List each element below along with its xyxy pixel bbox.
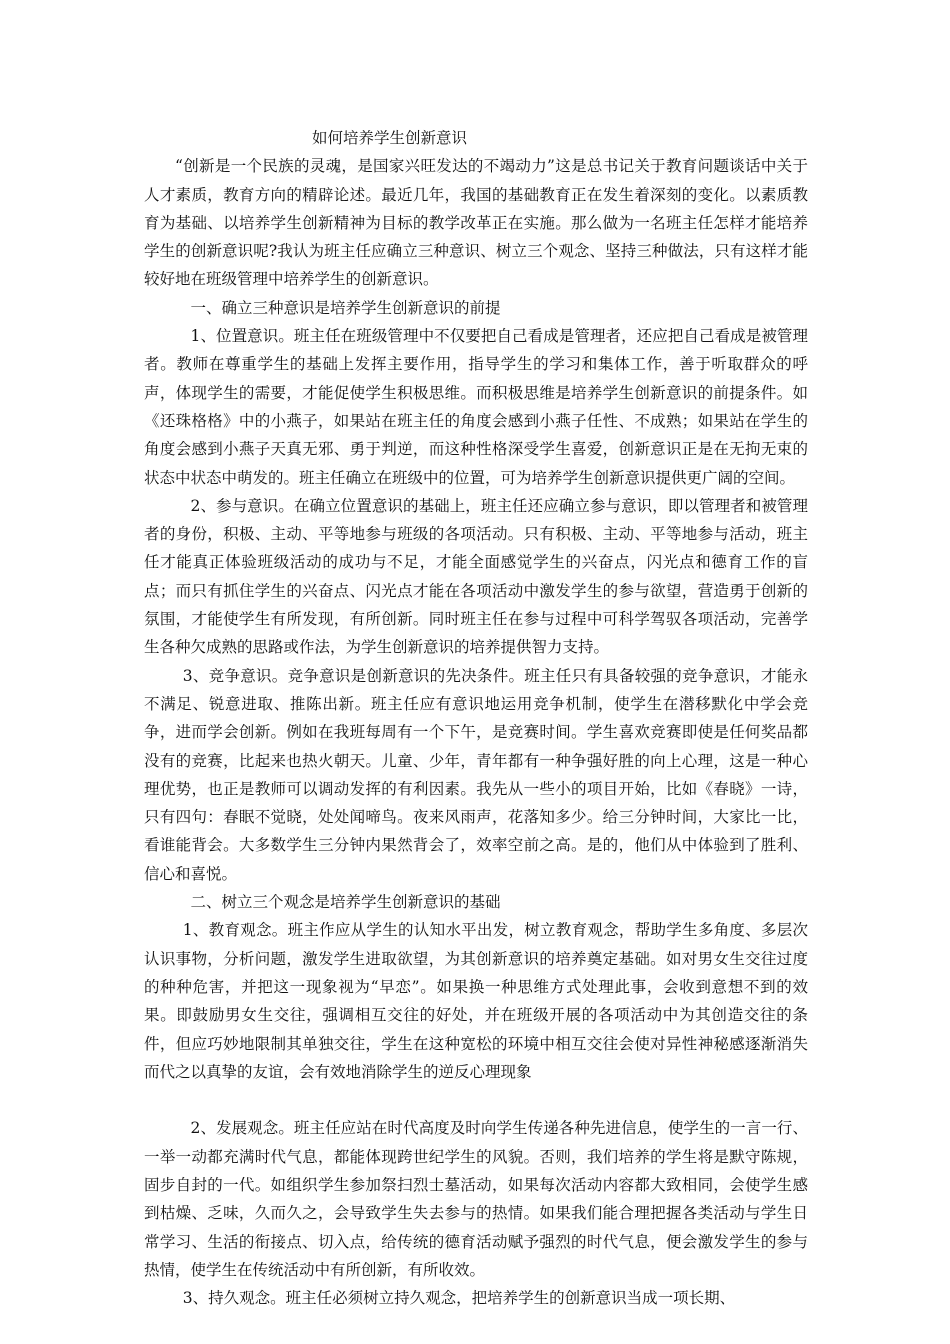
blank-line [144, 1086, 808, 1114]
paragraph-participation-awareness: 2、参与意识。在确立位置意识的基础上，班主任还应确立参与意识，即以管理者和被管理者的身份，积极、主动、平等地参与班级的各项活动。只有积极、主动、平等地参与活动，班主任才能真正体验班级活动的成功与不足，才能全面感觉学生的兴奋点，闪光点和德育工作的盲点；而只有抓住学生的兴奋点、闪光点才能在各项活动中激发学生的参与欲望，营造勇于创新的氛围，才能使学生有所发现，有所创新。同时班主任在参与过程中可科学驾驭各项活动，完善学生各种欠成熟的思路或作法，为学生创新意识的培养提供智力支持。 [144, 496, 808, 657]
paragraph-position-awareness: 1、位置意识。班主任在班级管理中不仅要把自己看成是管理者，还应把自己看成是被管理者。教师在尊重学生的基础上发挥主要作用，指导学生的学习和集体工作，善于听取群众的呼声，体现学生的需要，才能促使学生积极思维。而积极思维是培养学生创新意识的前提条件。如《还珠格格》中的小燕子，如果站在班主任的角度会感到小燕子任性、不成熟；如果站在学生的角度会感到小燕子天真无邪、勇于判逆，而这种性格深受学生喜爱，创新意识正是在无拘无束的状态中状态中萌发的。班主任确立在班级中的位置，可为培养学生创新意识提供更广阔的空间。 [144, 327, 808, 487]
document-title: 如何培养学生创新意识 [312, 129, 468, 147]
paragraph-persistence-concept: 3、持久观念。班主任必须树立持久观念，把培养学生的创新意识当成一项长期、 [182, 1289, 736, 1308]
section-heading-2: 二、树立三个观念是培养学生创新意识的基础 [190, 893, 501, 912]
section-heading-1: 一、确立三种意识是培养学生创新意识的前提 [190, 298, 501, 317]
paragraph-development-concept: 2、发展观念。班主任应站在时代高度及时向学生传递各种先进信息，使学生的一言一行、一举一动都充满时代气息，都能体现跨世纪学生的风貌。否则，我们培养的学生将是默守陈规，固步自封的一代。如组织学生参加祭扫烈士墓活动，如果每次活动内容都大致相同，会使学生感到枯燥、乏味，久而久之，会导致学生失去参与的热情。如果我们能合理把握各类活动与学生日常学习、生活的衔接点、切入点，给传统的德育活动赋予强烈的时代气息，便会激发学生的参与热情，使学生在传统活动中有所创新，有所收效。 [144, 1119, 808, 1279]
paragraph-competition-awareness: 3、竞争意识。竞争意识是创新意识的先决条件。班主任只有具备较强的竞争意识，才能永不满足、锐意进取、推陈出新。班主任应有意识地运用竞争机制，使学生在潜移默化中学会竞争，进而学会创新。例如在我班每周有一个下午，是竞赛时间。学生喜欢竞赛即使是任何奖品都没有的竞赛，比起来也热火朝天。儿童、少年，青年都有一种争强好胜的向上心理，这是一种心理优势，也正是教师可以调动发挥的有利因素。我先从一些小的项目开始，比如《春晓》一诗，只有四句：春眠不觉晓，处处闻啼鸟。夜来风雨声，花落知多少。给三分钟时间，大家比一比，看谁能背会。大多数学生三分钟内果然背会了，效率空前之高。是的，他们从中体验到了胜利、信心和喜悦。 [144, 666, 808, 883]
paragraph-education-concept: 1、教育观念。班主作应从学生的认知水平出发，树立教育观念，帮助学生多角度、多层次认识事物，分析问题，激发学生进取欲望，为其创新意识的培养奠定基础。如对男女生交往过度的种种危害，并把这一现象视为“早恋”。如果换一种思维方式处理此事，会收到意想不到的效果。即鼓励男女生交往，强调相互交往的好处，并在班级开展的各项活动中为其创造交往的条件，但应巧妙地限制其单独交往，学生在这种宽松的环境中相互交往会使对异性神秘感逐渐消失而代之以真挚的友谊，会有效地消除学生的逆反心理现象 [144, 921, 808, 1081]
document-body [144, 124, 808, 1312]
intro-paragraph: “创新是一个民族的灵魂，是国家兴旺发达的不竭动力”这是总书记关于教育问题谈话中关于人才素质，教育方向的精辟论述。最近几年，我国的基础教育正在发生着深刻的变化。以素质教育为基础、以培养学生创新精神为目标的教学改革正在实施。那么做为一名班主任怎样才能培养学生的创新意识呢?我认为班主任应确立三种意识、树立三个观念、坚持三种做法，只有这样才能较好地在班级管理中培养学生的创新意识。 [144, 157, 808, 289]
